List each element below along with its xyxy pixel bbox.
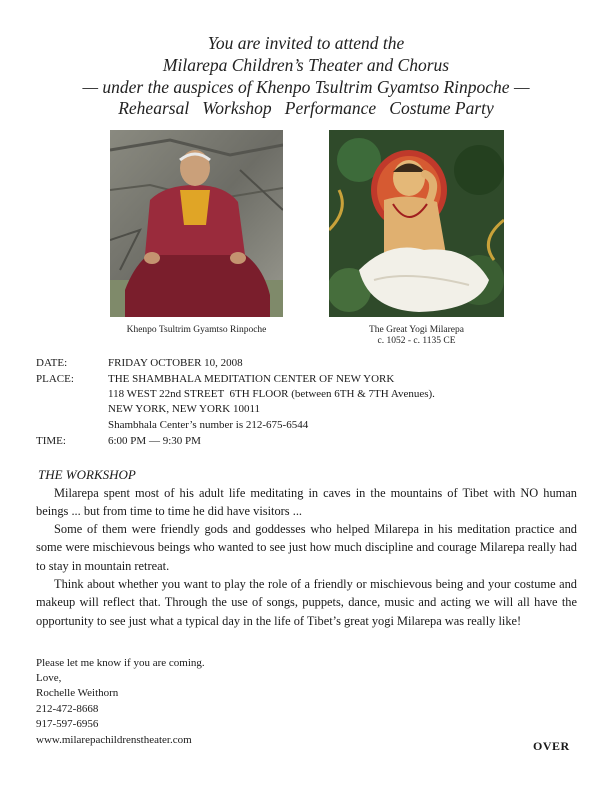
time-value: 6:00 PM — 9:30 PM [108, 435, 201, 447]
signature-website: www.milarepachildrenstheater.com [36, 734, 192, 746]
rinpoche-photo [110, 130, 283, 317]
over-label: OVER [533, 739, 570, 753]
signature-request: Please let me know if you are coming. [36, 657, 205, 669]
time-label: TIME: [36, 435, 66, 447]
date-value: FRIDAY OCTOBER 10, 2008 [108, 357, 243, 369]
workshop-paragraph-3: Think about whether you want to play the role of a friendly or mischievous being and your costume and makeup will reflect that. Through the use of songs, puppets, dance, music and acting we will all have the opportunity to see just what a typical day in the life of Tibet’s great yogi Milarepa was really like! [36, 577, 577, 628]
place-label: PLACE: [36, 373, 74, 385]
place-line-3: NEW YORK, NEW YORK 10011 [108, 403, 261, 415]
invite-line-1: You are invited to attend the [207, 33, 405, 53]
workshop-paragraph-1: Milarepa spent most of his adult life meditating in caves in the mountains of Tibet with NO human beings ... but from time to time he did have visitors ... [36, 486, 577, 519]
signature-closing: Love, [36, 672, 62, 684]
invite-line-2: Milarepa Children’s Theater and Chorus [162, 55, 450, 75]
signature-name: Rochelle Weithorn [36, 687, 119, 699]
rinpoche-caption: Khenpo Tsultrim Gyamtso Rinpoche [126, 325, 267, 335]
place-line-1: THE SHAMBHALA MEDITATION CENTER OF NEW YORK [108, 373, 395, 385]
workshop-heading: THE WORKSHOP [38, 467, 136, 482]
milarepa-caption-dates: c. 1052 - c. 1135 CE [377, 336, 456, 346]
place-line-4: Shambhala Center’s number is 212-675-6544 [108, 419, 309, 431]
signature-phone-1: 212-472-8668 [36, 703, 99, 715]
place-line-2: 118 WEST 22nd STREET 6TH FLOOR (between 6TH & 7TH Avenues). [108, 388, 435, 400]
invite-line-4: Rehearsal Workshop Performance Costume Party [118, 98, 494, 118]
signature-phone-2: 917-597-6956 [36, 718, 99, 730]
invite-line-3: — under the auspices of Khenpo Tsultrim Gyamtso Rinpoche — [82, 77, 530, 97]
milarepa-caption-name: The Great Yogi Milarepa [369, 325, 464, 335]
workshop-paragraph-2: Some of them were friendly gods and goddesses who helped Milarepa in his meditation practice and some were mischievous beings who wanted to see just how much discipline and courage Milarepa really had to stay in mountain retreat. [36, 522, 577, 573]
milarepa-painting [329, 130, 504, 317]
date-label: DATE: [36, 357, 68, 369]
